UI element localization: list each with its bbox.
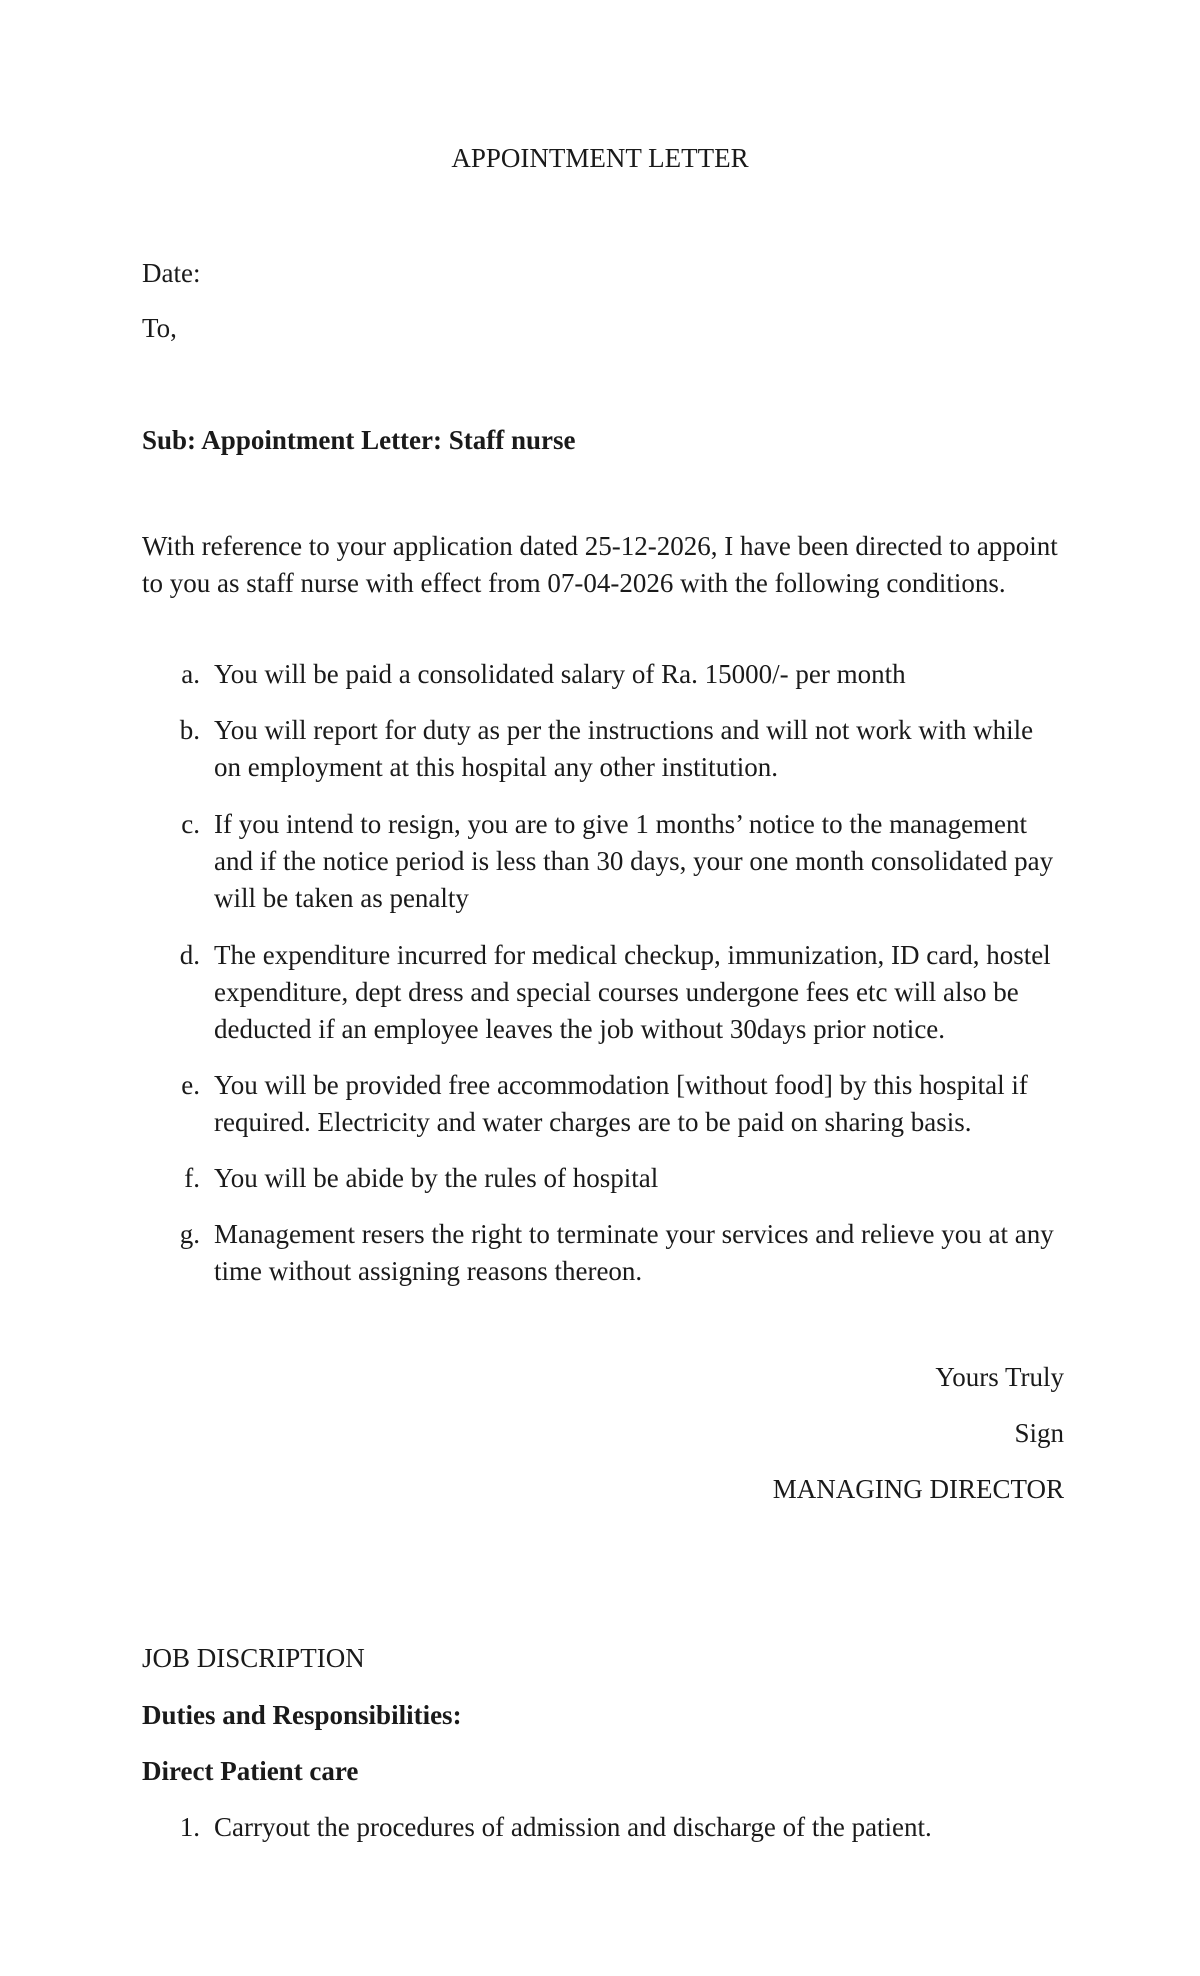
condition-text: The expenditure incurred for medical checkup, immunization, ID card, hostel expenditure, dept dress and special courses undergone fees etc will also be deducted if an employee leaves the job without 30days prior notice. <box>214 940 1051 1044</box>
closing-text: Yours Truly <box>935 1362 1064 1392</box>
condition-item <box>142 712 1066 786</box>
subject-line: Sub: Appointment Letter: Staff nurse <box>142 425 576 455</box>
condition-item <box>142 1160 1066 1197</box>
condition-text: You will be abide by the rules of hospital <box>214 1163 659 1193</box>
duties-heading: Duties and Responsibilities: <box>142 1700 462 1730</box>
condition-text: Management resers the right to terminate your services and relieve you at any time without assigning reasons thereon. <box>214 1219 1054 1286</box>
job-description-heading: JOB DISCRIPTION <box>142 1643 365 1673</box>
letter-title: APPOINTMENT LETTER <box>451 143 749 173</box>
condition-item <box>142 1216 1066 1290</box>
duty-marker: 1. <box>179 1812 200 1842</box>
intro-paragraph: With reference to your application dated 25-12-2026, I have been directed to appoint to you as staff nurse with effect from 07-04-2026 with the following conditions. <box>142 531 1058 598</box>
condition-text: You will report for duty as per the instructions and will not work with while on employment at this hospital any other institution. <box>214 715 1034 782</box>
condition-marker: c. <box>181 809 200 839</box>
condition-item <box>142 1067 1066 1141</box>
condition-marker: g. <box>179 1219 200 1249</box>
sign-text: Sign <box>1014 1418 1064 1448</box>
condition-marker: e. <box>181 1070 200 1100</box>
duty-text: Carryout the procedures of admission and discharge of the patient. <box>214 1812 932 1842</box>
date-label: Date: <box>142 258 201 288</box>
patient-care-heading: Direct Patient care <box>142 1756 359 1786</box>
to-label: To, <box>142 313 177 343</box>
condition-marker: a. <box>181 659 200 689</box>
condition-item <box>142 937 1066 1048</box>
condition-marker: f. <box>184 1163 200 1193</box>
condition-item <box>142 806 1066 917</box>
condition-text: You will be provided free accommodation [without food] by this hospital if required. Electricity and water charges are to be paid on sharing basis. <box>214 1070 1028 1137</box>
signatory-title: MANAGING DIRECTOR <box>772 1474 1064 1504</box>
condition-marker: d. <box>179 940 200 970</box>
duty-item <box>142 1809 1066 1846</box>
condition-marker: b. <box>179 715 200 745</box>
condition-text: If you intend to resign, you are to give 1 months’ notice to the management and if the notice period is less than 30 days, your one month consolidated pay will be taken as penalty <box>214 809 1054 913</box>
condition-text: You will be paid a consolidated salary of Ra. 15000/- per month <box>214 659 906 689</box>
condition-item <box>142 656 1066 693</box>
